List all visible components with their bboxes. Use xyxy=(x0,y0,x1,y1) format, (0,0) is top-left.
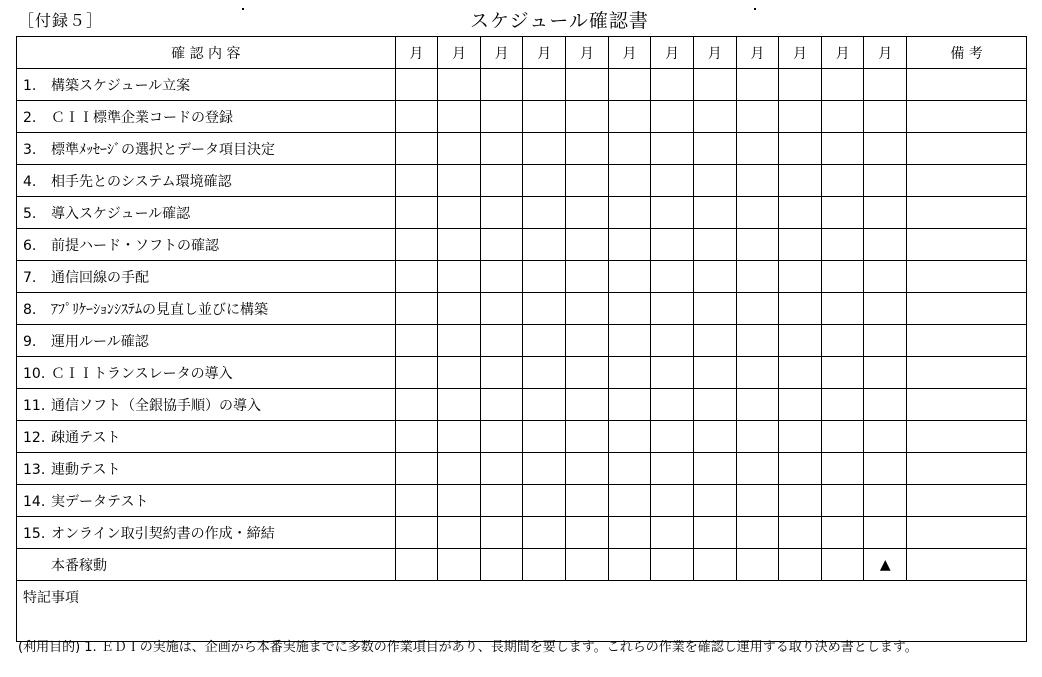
month-cell xyxy=(779,325,822,357)
month-cell xyxy=(821,261,864,293)
notes-cell xyxy=(907,101,1027,133)
month-cell xyxy=(864,389,907,421)
month-cell xyxy=(523,229,566,261)
month-cell xyxy=(779,517,822,549)
item-text: 標準ﾒｯｾｰｼﾞの選択とデータ項目決定 xyxy=(51,141,275,158)
month-cell xyxy=(693,517,736,549)
month-cell xyxy=(693,421,736,453)
item-number: 13. xyxy=(23,461,46,478)
month-cell xyxy=(480,293,523,325)
month-header: 月 xyxy=(395,37,438,69)
month-cell xyxy=(736,485,779,517)
month-cell xyxy=(438,197,481,229)
month-cell xyxy=(608,69,651,101)
month-cell xyxy=(608,357,651,389)
month-cell xyxy=(480,101,523,133)
month-cell xyxy=(566,69,609,101)
month-cell xyxy=(821,165,864,197)
month-cell xyxy=(651,293,694,325)
month-cell xyxy=(693,325,736,357)
usage-purpose-note: (利用目的) 1. ＥＤＩの実施は、企画から本番実施までに多数の作業項目があり、長期間を要します。これらの作業を確認し運用する取り決め書とします。 xyxy=(18,640,918,655)
month-cell xyxy=(651,165,694,197)
checklist-item xyxy=(17,453,396,485)
item-number: 4. xyxy=(23,173,37,190)
month-cell xyxy=(651,197,694,229)
month-cell xyxy=(821,357,864,389)
item-number: 14. xyxy=(23,493,46,510)
month-cell xyxy=(864,197,907,229)
month-cell xyxy=(566,517,609,549)
item-text: 構築スケジュール立案 xyxy=(51,77,191,94)
month-cell xyxy=(523,325,566,357)
table-row xyxy=(17,69,1027,101)
month-cell xyxy=(523,261,566,293)
month-cell xyxy=(395,357,438,389)
month-cell xyxy=(480,485,523,517)
notes-cell xyxy=(907,261,1027,293)
table-row xyxy=(17,165,1027,197)
month-cell xyxy=(779,197,822,229)
item-text: 相手先とのシステム環境確認 xyxy=(51,173,232,190)
month-cell xyxy=(395,101,438,133)
month-header: 月 xyxy=(821,37,864,69)
month-cell xyxy=(779,453,822,485)
month-cell xyxy=(651,453,694,485)
notes-cell xyxy=(907,549,1027,581)
month-cell xyxy=(693,165,736,197)
item-text: 前提ハード・ソフトの確認 xyxy=(51,237,219,254)
table-row xyxy=(17,229,1027,261)
month-cell xyxy=(779,293,822,325)
month-cell xyxy=(608,517,651,549)
month-cell xyxy=(480,357,523,389)
month-cell xyxy=(651,485,694,517)
item-number: 10. xyxy=(23,365,46,382)
table-row xyxy=(17,357,1027,389)
month-cell xyxy=(864,101,907,133)
month-cell xyxy=(651,421,694,453)
month-cell xyxy=(821,453,864,485)
month-cell xyxy=(779,421,822,453)
month-cell xyxy=(438,165,481,197)
month-cell xyxy=(864,485,907,517)
month-cell xyxy=(693,101,736,133)
notes-header: 備 考 xyxy=(907,37,1027,69)
month-cell xyxy=(566,165,609,197)
month-cell xyxy=(480,549,523,581)
item-text: オンライン取引契約書の作成・締結 xyxy=(51,525,275,542)
month-cell xyxy=(438,421,481,453)
notes-cell xyxy=(907,165,1027,197)
month-cell xyxy=(566,101,609,133)
month-cell xyxy=(608,421,651,453)
month-cell xyxy=(651,357,694,389)
month-cell xyxy=(438,389,481,421)
item-text: ＣＩＩ標準企業コードの登録 xyxy=(51,109,233,126)
appendix-label: ［付録５］ xyxy=(18,11,104,30)
month-cell xyxy=(395,261,438,293)
month-cell xyxy=(651,325,694,357)
month-cell xyxy=(438,485,481,517)
notes-cell xyxy=(907,133,1027,165)
month-cell xyxy=(438,261,481,293)
month-cell xyxy=(480,69,523,101)
table-row xyxy=(17,293,1027,325)
month-cell xyxy=(523,421,566,453)
table-row xyxy=(17,261,1027,293)
month-cell xyxy=(480,133,523,165)
month-cell xyxy=(438,517,481,549)
month-cell xyxy=(821,197,864,229)
item-text: ｱﾌﾟﾘｹｰｼｮﾝｼｽﾃﾑの見直し並びに構築 xyxy=(51,301,268,318)
month-cell xyxy=(566,133,609,165)
month-cell xyxy=(395,197,438,229)
month-cell xyxy=(395,485,438,517)
month-cell xyxy=(736,69,779,101)
month-cell xyxy=(480,453,523,485)
month-cell xyxy=(821,389,864,421)
month-cell xyxy=(566,549,609,581)
month-cell xyxy=(608,293,651,325)
month-cell xyxy=(608,229,651,261)
month-cell xyxy=(864,261,907,293)
month-cell xyxy=(736,101,779,133)
month-cell xyxy=(438,549,481,581)
month-cell xyxy=(480,389,523,421)
month-header: 月 xyxy=(779,37,822,69)
month-header: 月 xyxy=(693,37,736,69)
month-cell xyxy=(736,165,779,197)
month-cell xyxy=(395,453,438,485)
month-header: 月 xyxy=(736,37,779,69)
month-cell xyxy=(480,261,523,293)
notes-cell xyxy=(907,293,1027,325)
month-cell xyxy=(693,197,736,229)
notes-cell xyxy=(907,485,1027,517)
item-text: 連動テスト xyxy=(51,461,121,478)
month-cell xyxy=(736,133,779,165)
checklist-item xyxy=(17,261,396,293)
month-cell xyxy=(480,229,523,261)
month-cell xyxy=(438,229,481,261)
month-cell xyxy=(523,517,566,549)
month-cell xyxy=(864,69,907,101)
notes-cell xyxy=(907,69,1027,101)
month-cell xyxy=(779,133,822,165)
month-cell xyxy=(779,69,822,101)
month-cell xyxy=(608,453,651,485)
item-number: 6. xyxy=(23,237,37,254)
month-cell xyxy=(736,389,779,421)
month-cell xyxy=(821,293,864,325)
month-cell xyxy=(779,229,822,261)
month-cell xyxy=(821,229,864,261)
item-number: 8. xyxy=(23,301,37,318)
month-cell xyxy=(693,261,736,293)
month-cell xyxy=(736,357,779,389)
table-row xyxy=(17,517,1027,549)
month-cell xyxy=(523,69,566,101)
month-cell xyxy=(523,453,566,485)
checklist-item xyxy=(17,293,396,325)
month-cell xyxy=(395,165,438,197)
month-cell xyxy=(438,453,481,485)
checklist-item xyxy=(17,325,396,357)
checklist-item xyxy=(17,517,396,549)
month-cell xyxy=(736,293,779,325)
month-cell xyxy=(566,325,609,357)
item-text: ＣＩＩトランスレータの導入 xyxy=(51,365,233,382)
checklist-item xyxy=(17,421,396,453)
table-row xyxy=(17,101,1027,133)
month-header: 月 xyxy=(523,37,566,69)
month-cell xyxy=(864,229,907,261)
month-cell xyxy=(651,101,694,133)
month-cell xyxy=(480,165,523,197)
month-cell xyxy=(821,133,864,165)
month-cell xyxy=(608,261,651,293)
month-cell xyxy=(438,357,481,389)
table-row xyxy=(17,389,1027,421)
item-text: 実データテスト xyxy=(51,493,149,510)
item-text: 運用ルール確認 xyxy=(51,333,149,350)
month-cell xyxy=(438,101,481,133)
item-number: 7. xyxy=(23,269,37,286)
table-body xyxy=(17,69,1027,642)
month-cell xyxy=(651,517,694,549)
month-cell xyxy=(566,261,609,293)
month-cell xyxy=(651,133,694,165)
month-cell xyxy=(693,389,736,421)
month-cell xyxy=(821,517,864,549)
item-number: 12. xyxy=(23,429,46,446)
table-row xyxy=(17,453,1027,485)
month-cell xyxy=(566,485,609,517)
item-text: 通信回線の手配 xyxy=(51,269,149,286)
month-header: 月 xyxy=(566,37,609,69)
checklist-item xyxy=(17,133,396,165)
item-text: 通信ソフト（全銀協手順）の導入 xyxy=(51,397,261,414)
month-cell xyxy=(864,165,907,197)
month-header: 月 xyxy=(438,37,481,69)
golive-marker: ▲ xyxy=(864,549,907,581)
month-cell xyxy=(566,197,609,229)
month-cell xyxy=(651,69,694,101)
month-cell xyxy=(608,549,651,581)
month-cell xyxy=(395,389,438,421)
month-header: 月 xyxy=(608,37,651,69)
month-cell xyxy=(566,453,609,485)
month-cell xyxy=(608,165,651,197)
month-cell xyxy=(438,133,481,165)
item-number: 3. xyxy=(23,141,37,158)
month-cell xyxy=(608,485,651,517)
golive-row xyxy=(17,549,1027,581)
month-cell xyxy=(693,293,736,325)
month-header: 月 xyxy=(480,37,523,69)
month-cell xyxy=(864,133,907,165)
month-cell xyxy=(821,69,864,101)
month-cell xyxy=(608,389,651,421)
month-cell xyxy=(566,421,609,453)
month-cell xyxy=(438,293,481,325)
month-cell xyxy=(523,197,566,229)
item-number: 11. xyxy=(23,397,46,414)
month-cell xyxy=(566,357,609,389)
month-cell xyxy=(523,133,566,165)
checklist-item xyxy=(17,101,396,133)
month-cell xyxy=(523,357,566,389)
item-text: 疎通テスト xyxy=(51,429,121,446)
month-cell xyxy=(779,485,822,517)
month-cell xyxy=(736,453,779,485)
month-cell xyxy=(651,389,694,421)
month-cell xyxy=(821,485,864,517)
month-cell xyxy=(395,133,438,165)
month-cell xyxy=(480,421,523,453)
item-number: 1. xyxy=(23,77,37,94)
item-number: 15. xyxy=(23,525,46,542)
month-cell xyxy=(480,197,523,229)
notes-cell xyxy=(907,389,1027,421)
month-cell xyxy=(608,133,651,165)
notes-cell xyxy=(907,421,1027,453)
month-cell xyxy=(395,325,438,357)
month-cell xyxy=(651,261,694,293)
notes-cell xyxy=(907,517,1027,549)
month-cell xyxy=(821,549,864,581)
notes-cell xyxy=(907,197,1027,229)
month-cell xyxy=(395,549,438,581)
month-cell xyxy=(566,229,609,261)
special-notes-row xyxy=(17,581,1027,642)
month-cell xyxy=(693,485,736,517)
month-cell xyxy=(736,197,779,229)
month-cell xyxy=(395,229,438,261)
checklist-item xyxy=(17,485,396,517)
month-cell xyxy=(821,325,864,357)
table-row xyxy=(17,421,1027,453)
month-cell xyxy=(523,165,566,197)
month-cell xyxy=(523,549,566,581)
checklist-item xyxy=(17,357,396,389)
month-cell xyxy=(693,453,736,485)
scan-dot xyxy=(754,8,756,10)
month-cell xyxy=(608,101,651,133)
item-number: 9. xyxy=(23,333,37,350)
month-cell xyxy=(736,229,779,261)
month-cell xyxy=(395,517,438,549)
item-number: 2. xyxy=(23,109,37,126)
golive-label: 本番稼動 xyxy=(17,549,396,581)
schedule-table xyxy=(16,36,1027,642)
month-cell xyxy=(864,293,907,325)
month-cell xyxy=(395,69,438,101)
month-cell xyxy=(693,229,736,261)
month-cell xyxy=(438,69,481,101)
notes-cell xyxy=(907,453,1027,485)
month-cell xyxy=(736,325,779,357)
month-cell xyxy=(779,549,822,581)
table-row xyxy=(17,197,1027,229)
month-cell xyxy=(779,101,822,133)
item-number: 5. xyxy=(23,205,37,222)
item-header: 確 認 内 容 xyxy=(17,37,396,69)
month-cell xyxy=(608,197,651,229)
month-cell xyxy=(395,293,438,325)
month-cell xyxy=(651,229,694,261)
month-cell xyxy=(821,101,864,133)
item-text: 導入スケジュール確認 xyxy=(51,205,191,222)
checklist-item xyxy=(17,69,396,101)
month-cell xyxy=(395,421,438,453)
scan-dot xyxy=(242,8,244,10)
month-cell xyxy=(523,389,566,421)
month-cell xyxy=(779,357,822,389)
table-row xyxy=(17,133,1027,165)
month-cell xyxy=(438,325,481,357)
month-cell xyxy=(779,165,822,197)
checklist-item xyxy=(17,197,396,229)
special-notes-label: 特記事項 xyxy=(17,581,1027,642)
document-title: スケジュール確認書 xyxy=(470,10,649,32)
notes-cell xyxy=(907,325,1027,357)
month-cell xyxy=(779,389,822,421)
month-cell xyxy=(821,421,864,453)
month-cell xyxy=(566,293,609,325)
month-cell xyxy=(523,293,566,325)
month-cell xyxy=(736,517,779,549)
checklist-item xyxy=(17,165,396,197)
month-cell xyxy=(693,133,736,165)
month-cell xyxy=(864,453,907,485)
month-cell xyxy=(480,325,523,357)
month-cell xyxy=(736,261,779,293)
month-cell xyxy=(864,357,907,389)
month-cell xyxy=(608,325,651,357)
month-cell xyxy=(693,549,736,581)
month-cell xyxy=(864,421,907,453)
month-cell xyxy=(736,549,779,581)
table-row xyxy=(17,325,1027,357)
month-cell xyxy=(480,517,523,549)
notes-cell xyxy=(907,229,1027,261)
month-header: 月 xyxy=(864,37,907,69)
notes-cell xyxy=(907,357,1027,389)
month-cell xyxy=(736,421,779,453)
month-cell xyxy=(864,517,907,549)
checklist-item xyxy=(17,389,396,421)
checklist-item xyxy=(17,229,396,261)
month-cell xyxy=(779,261,822,293)
header-row xyxy=(17,37,1027,69)
month-cell xyxy=(651,549,694,581)
month-header: 月 xyxy=(651,37,694,69)
month-cell xyxy=(693,357,736,389)
month-cell xyxy=(693,69,736,101)
table-row xyxy=(17,485,1027,517)
month-cell xyxy=(523,485,566,517)
month-cell xyxy=(566,389,609,421)
month-cell xyxy=(523,101,566,133)
month-cell xyxy=(864,325,907,357)
